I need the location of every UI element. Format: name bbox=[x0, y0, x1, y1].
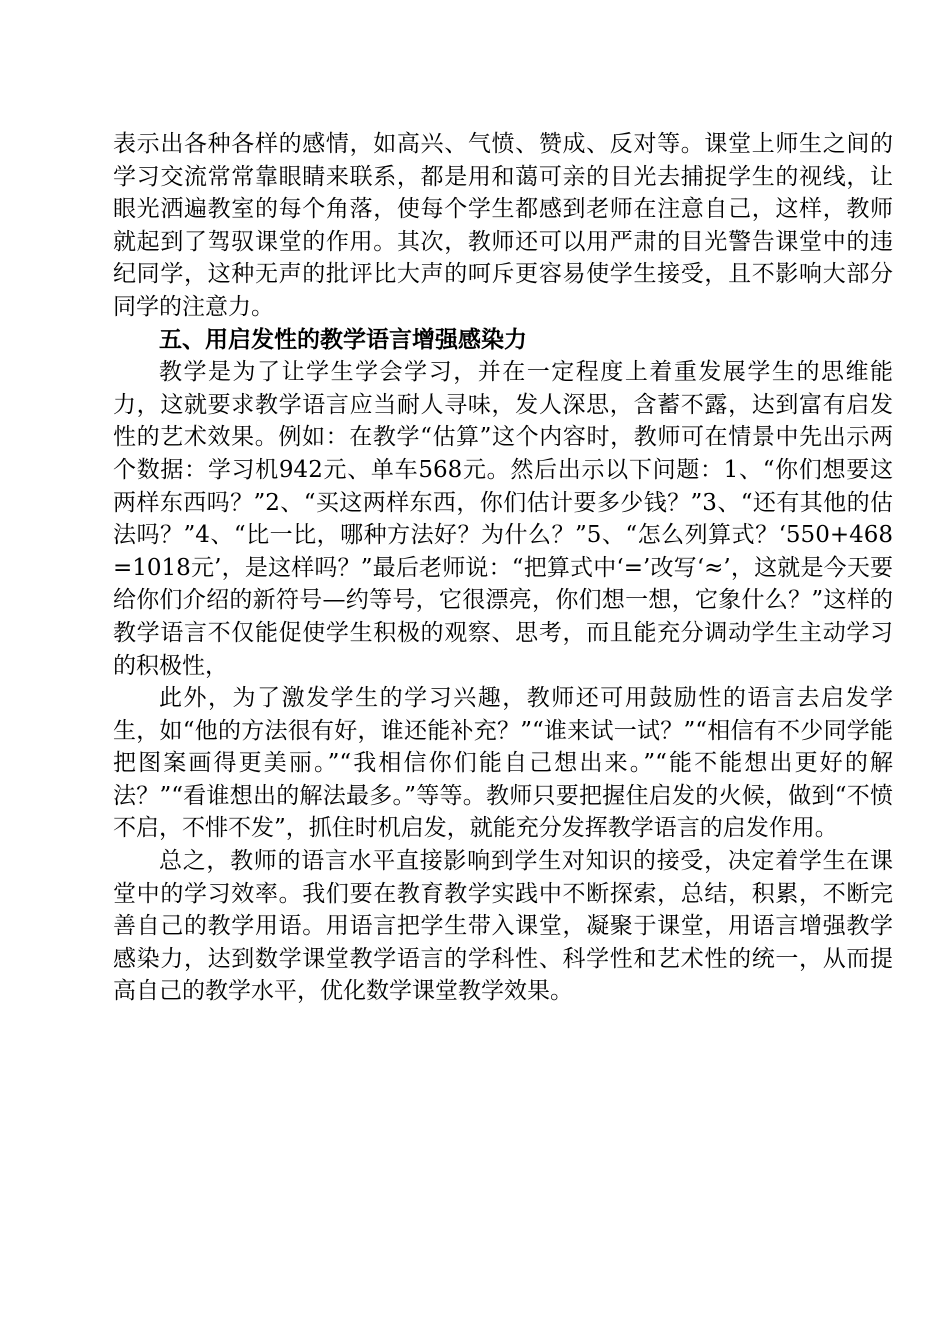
paragraph-conclusion: 总之，教师的语言水平直接影响到学生对知识的接受，决定着学生在课堂中的学习效率。我们要在教育教学实践中不断探索，总结，积累，不断完善自己的教学用语。用语言把学生带入课堂，凝聚于课堂，用语言增强教学感染力，达到数学课堂教学语言的学科性、科学性和艺术性的统一，从而提高自己的教学水平，优化数学课堂教学效果。 bbox=[113, 848, 893, 1005]
paragraph-encouragement: 此外，为了激发学生的学习兴趣，教师还可用鼓励性的语言去启发学生，如“他的方法很有好，谁还能补充？”“谁来试一试？”“相信有不少同学能把图案画得更美丽。”“我相信你们能自己想出来。”“能不能想出更好的解法？”“看谁想出的解法最多。”等等。教师只要把握住启发的火候，做到“不愤不启，不悱不发”，抓住时机启发，就能充分发挥教学语言的启发作用。 bbox=[113, 685, 893, 842]
paragraph-continued: 表示出各种各样的感情，如高兴、气愤、赞成、反对等。课堂上师生之间的学习交流常常靠眼睛来联系，都是用和蔼可亲的目光去捕捉学生的视线，让眼光洒遍教室的每个角落，使每个学生都感到老师在注意自己，这样，教师就起到了驾驭课堂的作用。其次，教师还可以用严肃的目光警告课堂中的违纪同学，这种无声的批评比大声的呵斥更容易使学生接受，且不影响大部分同学的注意力。 bbox=[113, 131, 893, 320]
paragraph-estimation-example: 教学是为了让学生学会学习，并在一定程度上着重发展学生的思维能力，这就要求教学语言应当耐人寻味，发人深思，含蓄不露，达到富有启发性的艺术效果。例如：在教学“估算”这个内容时，教师可在情景中先出示两个数据：学习机942元、单车568元。然后出示以下问题：1、“你们想要这两样东西吗？”2、“买这两样东西，你们估计要多少钱？”3、“还有其他的估法吗？”4、“比一比，哪种方法好？为什么？”5、“怎么列算式？‘550+468=1018元’，是这样吗？”最后老师说：“把算式中‘=’改写‘≈’，这就是今天要给你们介绍的新符号—约等号，它很漂亮，你们想一想，它象什么？”这样的教学语言不仅能促使学生积极的观察、思考，而且能充分调动学生主动学习的积极性， bbox=[113, 359, 893, 679]
document-page bbox=[113, 128, 893, 1008]
section-heading: 五、用启发性的教学语言增强感染力 bbox=[159, 326, 527, 353]
